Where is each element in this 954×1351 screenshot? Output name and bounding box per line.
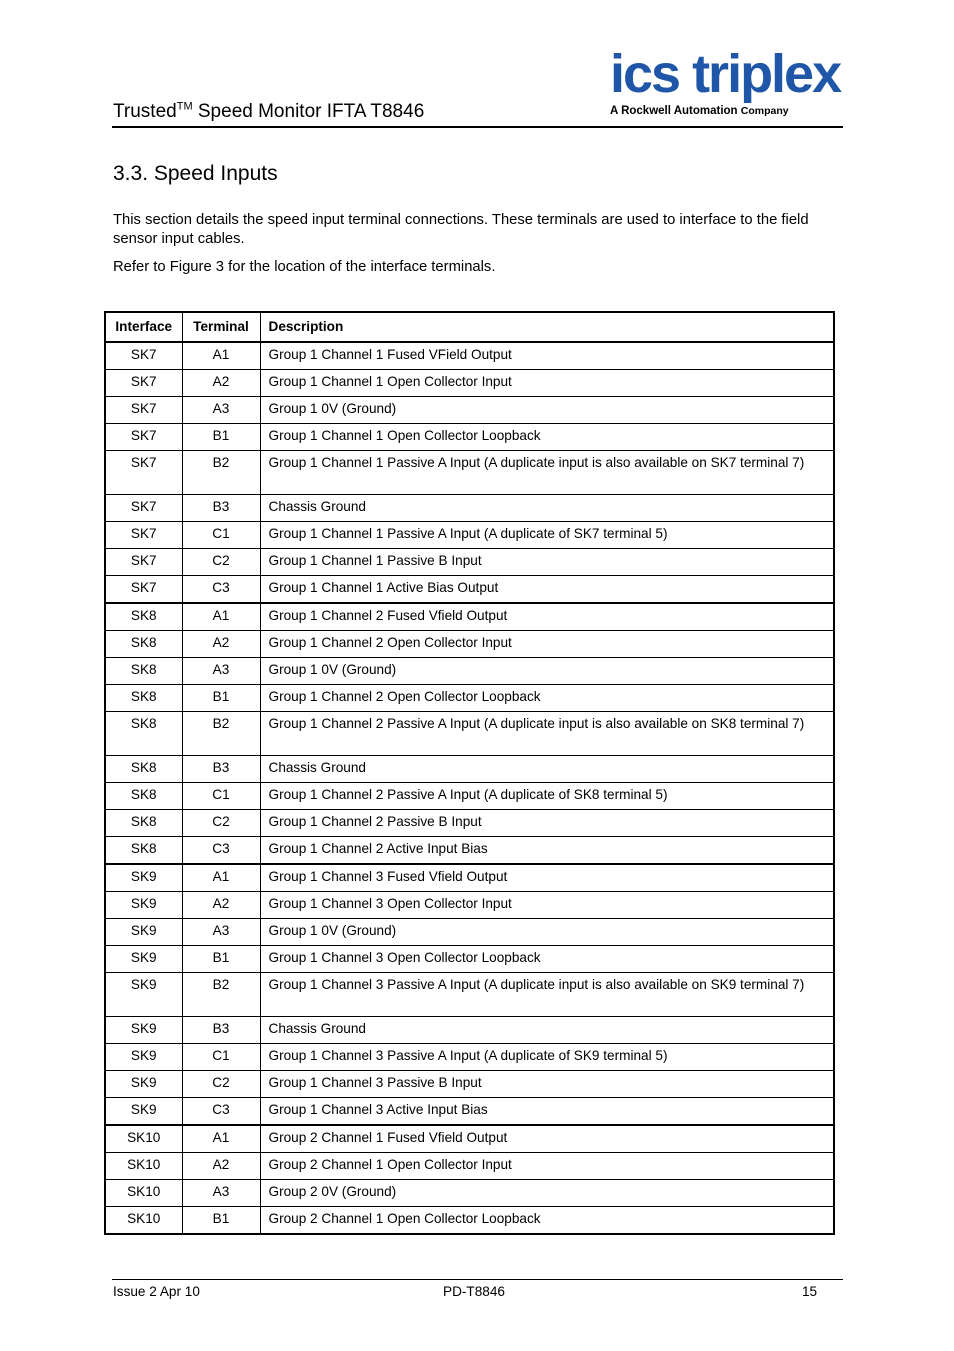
- terminal-cell: C2: [182, 1071, 260, 1098]
- description-cell: Group 1 Channel 1 Fused VField Output: [260, 342, 834, 370]
- speed-input-terminal-table: [104, 311, 835, 1235]
- logo-tagline: A Rockwell Automation Company: [610, 105, 789, 117]
- table-row: [105, 1098, 834, 1126]
- interface-cell: SK9: [105, 1098, 182, 1126]
- terminal-cell: B2: [182, 973, 260, 1017]
- terminal-cell: A3: [182, 397, 260, 424]
- description-cell: Group 2 0V (Ground): [260, 1180, 834, 1207]
- title-prefix: Trusted: [113, 101, 177, 122]
- terminal-cell: B1: [182, 685, 260, 712]
- terminal-cell: B1: [182, 1207, 260, 1235]
- interface-cell: SK7: [105, 397, 182, 424]
- table-row: [105, 549, 834, 576]
- table-row: [105, 946, 834, 973]
- description-cell: Group 2 Channel 1 Fused Vfield Output: [260, 1125, 834, 1153]
- header-description: Description: [260, 312, 834, 342]
- description-cell: Group 1 Channel 3 Open Collector Loopback: [260, 946, 834, 973]
- interface-cell: SK8: [105, 712, 182, 756]
- table-row: [105, 576, 834, 604]
- interface-cell: SK8: [105, 685, 182, 712]
- description-cell: Group 1 Channel 2 Fused Vfield Output: [260, 603, 834, 631]
- footer-doc-id: PD-T8846: [443, 1284, 505, 1299]
- footer-page-number: 15: [802, 1284, 818, 1299]
- description-cell: Group 1 Channel 2 Passive A Input (A duplicate input is also available on SK8 terminal 7): [260, 712, 834, 756]
- interface-cell: SK9: [105, 919, 182, 946]
- terminal-cell: B3: [182, 495, 260, 522]
- table-row: [105, 658, 834, 685]
- table-row: [105, 424, 834, 451]
- interface-cell: SK8: [105, 603, 182, 631]
- description-cell: Group 1 Channel 3 Fused Vfield Output: [260, 864, 834, 892]
- table-row: [105, 864, 834, 892]
- table-row: [105, 919, 834, 946]
- table-row: [105, 1017, 834, 1044]
- table-row: [105, 603, 834, 631]
- table-row: [105, 685, 834, 712]
- interface-cell: SK8: [105, 837, 182, 865]
- table-row: [105, 1153, 834, 1180]
- header-interface: Interface: [105, 312, 182, 342]
- description-cell: Group 1 Channel 2 Active Input Bias: [260, 837, 834, 865]
- interface-cell: SK9: [105, 864, 182, 892]
- table-row: [105, 1071, 834, 1098]
- description-cell: Group 1 Channel 2 Passive A Input (A duplicate of SK8 terminal 5): [260, 783, 834, 810]
- header-terminal: Terminal: [182, 312, 260, 342]
- interface-cell: SK10: [105, 1125, 182, 1153]
- table-row: [105, 837, 834, 865]
- interface-cell: SK7: [105, 424, 182, 451]
- description-cell: Group 1 0V (Ground): [260, 658, 834, 685]
- description-cell: Group 1 Channel 2 Open Collector Input: [260, 631, 834, 658]
- footer-issue: Issue 2 Apr 10: [113, 1284, 200, 1299]
- terminal-cell: B1: [182, 946, 260, 973]
- description-cell: Group 1 Channel 1 Open Collector Loopback: [260, 424, 834, 451]
- interface-cell: SK7: [105, 522, 182, 549]
- interface-cell: SK7: [105, 495, 182, 522]
- interface-cell: SK7: [105, 576, 182, 604]
- table-row: [105, 495, 834, 522]
- interface-cell: SK7: [105, 549, 182, 576]
- interface-cell: SK9: [105, 946, 182, 973]
- description-cell: Group 1 Channel 3 Passive A Input (A duplicate of SK9 terminal 5): [260, 1044, 834, 1071]
- interface-cell: SK10: [105, 1153, 182, 1180]
- table-row: [105, 342, 834, 370]
- interface-cell: SK8: [105, 756, 182, 783]
- terminal-cell: A2: [182, 631, 260, 658]
- terminal-cell: C3: [182, 1098, 260, 1126]
- table-row: [105, 522, 834, 549]
- terminal-cell: B3: [182, 1017, 260, 1044]
- description-cell: Group 1 Channel 2 Open Collector Loopback: [260, 685, 834, 712]
- interface-cell: SK9: [105, 892, 182, 919]
- interface-cell: SK9: [105, 1017, 182, 1044]
- table-row: [105, 783, 834, 810]
- interface-cell: SK7: [105, 342, 182, 370]
- terminal-cell: A2: [182, 892, 260, 919]
- terminal-cell: C1: [182, 1044, 260, 1071]
- interface-cell: SK8: [105, 631, 182, 658]
- description-cell: Group 1 0V (Ground): [260, 397, 834, 424]
- description-cell: Group 1 Channel 1 Open Collector Input: [260, 370, 834, 397]
- terminal-cell: C1: [182, 783, 260, 810]
- terminal-cell: A1: [182, 1125, 260, 1153]
- description-cell: Group 1 Channel 1 Passive B Input: [260, 549, 834, 576]
- terminal-cell: C2: [182, 810, 260, 837]
- terminal-cell: C3: [182, 837, 260, 865]
- table-row: [105, 892, 834, 919]
- table-row: [105, 1125, 834, 1153]
- description-cell: Group 1 Channel 1 Active Bias Output: [260, 576, 834, 604]
- table-row: [105, 973, 834, 1017]
- description-cell: Group 1 Channel 1 Passive A Input (A duplicate of SK7 terminal 5): [260, 522, 834, 549]
- table-row: [105, 1207, 834, 1235]
- interface-cell: SK8: [105, 810, 182, 837]
- interface-cell: SK9: [105, 1044, 182, 1071]
- description-cell: Group 1 Channel 3 Open Collector Input: [260, 892, 834, 919]
- description-cell: Group 1 Channel 3 Passive B Input: [260, 1071, 834, 1098]
- table-body: [105, 342, 834, 1234]
- table-row: [105, 810, 834, 837]
- table-row: [105, 451, 834, 495]
- table-row: [105, 712, 834, 756]
- terminal-cell: A3: [182, 658, 260, 685]
- ics-triplex-logo: [608, 42, 844, 118]
- terminal-cell: B1: [182, 424, 260, 451]
- header-rule: [112, 126, 843, 128]
- section-heading: 3.3. Speed Inputs: [113, 162, 278, 185]
- terminal-cell: A3: [182, 919, 260, 946]
- table-row: [105, 1180, 834, 1207]
- interface-cell: SK7: [105, 451, 182, 495]
- interface-cell: SK10: [105, 1207, 182, 1235]
- interface-cell: SK9: [105, 1071, 182, 1098]
- logo-wordmark: ics triplex: [610, 44, 841, 104]
- table-header-row: [105, 312, 834, 342]
- title-suffix: Speed Monitor IFTA T8846: [192, 101, 425, 122]
- interface-cell: SK9: [105, 973, 182, 1017]
- terminal-cell: A3: [182, 1180, 260, 1207]
- interface-cell: SK8: [105, 783, 182, 810]
- description-cell: Group 1 Channel 1 Passive A Input (A duplicate input is also available on SK7 terminal 7): [260, 451, 834, 495]
- trademark-superscript: TM: [176, 100, 193, 113]
- terminal-cell: A1: [182, 864, 260, 892]
- interface-cell: SK10: [105, 1180, 182, 1207]
- table-row: [105, 370, 834, 397]
- description-cell: Group 2 Channel 1 Open Collector Input: [260, 1153, 834, 1180]
- description-cell: Group 2 Channel 1 Open Collector Loopback: [260, 1207, 834, 1235]
- terminal-cell: B3: [182, 756, 260, 783]
- terminal-cell: B2: [182, 712, 260, 756]
- description-cell: Chassis Ground: [260, 495, 834, 522]
- footer-rule: [112, 1279, 843, 1280]
- description-cell: Group 1 Channel 3 Passive A Input (A duplicate input is also available on SK9 terminal 7): [260, 973, 834, 1017]
- description-cell: Chassis Ground: [260, 756, 834, 783]
- table-row: [105, 1044, 834, 1071]
- description-cell: Chassis Ground: [260, 1017, 834, 1044]
- terminal-cell: B2: [182, 451, 260, 495]
- terminal-cell: A1: [182, 342, 260, 370]
- logo-graphic: [608, 42, 844, 118]
- figure-reference-paragraph: Refer to Figure 3 for the location of the interface terminals.: [113, 259, 496, 275]
- interface-cell: SK8: [105, 658, 182, 685]
- description-cell: Group 1 Channel 3 Active Input Bias: [260, 1098, 834, 1126]
- terminal-cell: A2: [182, 370, 260, 397]
- intro-paragraph: This section details the speed input terminal connections. These terminals are used to interface to the field sensor input cables.: [113, 212, 809, 247]
- table-row: [105, 397, 834, 424]
- terminal-cell: A1: [182, 603, 260, 631]
- terminal-cell: C1: [182, 522, 260, 549]
- description-cell: Group 1 Channel 2 Passive B Input: [260, 810, 834, 837]
- terminal-cell: A2: [182, 1153, 260, 1180]
- document-title: [113, 98, 424, 126]
- description-cell: Group 1 0V (Ground): [260, 919, 834, 946]
- terminal-cell: C3: [182, 576, 260, 604]
- interface-cell: SK7: [105, 370, 182, 397]
- table-row: [105, 756, 834, 783]
- table-row: [105, 631, 834, 658]
- terminal-cell: C2: [182, 549, 260, 576]
